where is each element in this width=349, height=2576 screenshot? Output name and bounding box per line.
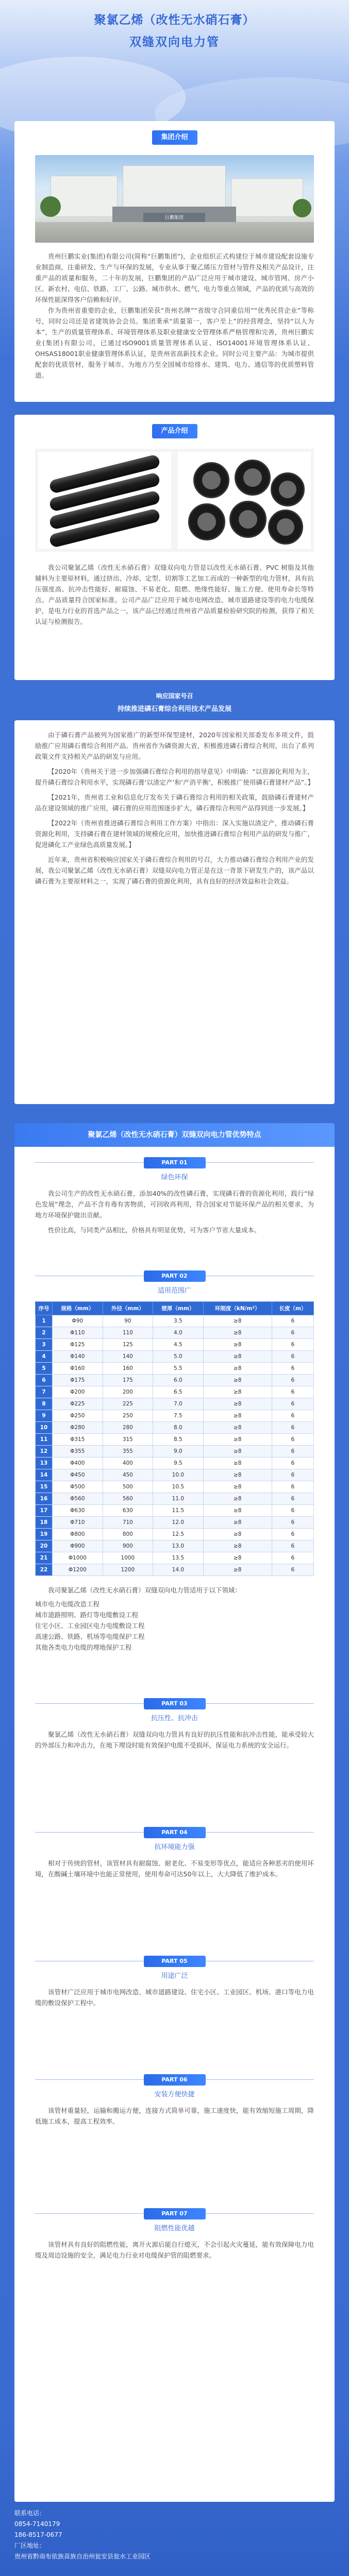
header-cell: 外径（mm） — [103, 1302, 153, 1315]
table-cell: ≥8 — [203, 1458, 272, 1469]
table-cell: Φ315 — [53, 1434, 103, 1446]
table-cell: ≥8 — [203, 1529, 272, 1540]
part-05-text — [35, 1987, 314, 2008]
spec-table-body — [36, 1315, 314, 1576]
table-cell: 6 — [272, 1517, 313, 1529]
part-05-title: 用途广泛 — [161, 1972, 188, 1980]
table-cell: 6 — [272, 1458, 313, 1469]
table-cell: 16 — [36, 1493, 53, 1505]
banner — [0, 0, 349, 118]
table-cell: Φ710 — [53, 1517, 103, 1529]
table-row — [36, 1469, 314, 1481]
factory-building-left — [51, 176, 118, 217]
product-tag: 产品介绍 — [152, 424, 197, 438]
part-04-tag: PART 04 — [144, 1827, 206, 1838]
part-04-title: 抗环境能力强 — [154, 1843, 195, 1851]
table-cell: ≥8 — [203, 1422, 272, 1434]
table-cell: ≥8 — [203, 1469, 272, 1481]
part-07-paragraph: 该管材具有良好的阻燃性能，离开火源后能自行熄灭，不会引起火灾蔓延，能有效保障电力电缆及周边设施的安全，满足电力行业对电缆保护管的阻燃要求。 — [35, 2241, 314, 2259]
table-cell: 12.5 — [153, 1529, 204, 1540]
table-cell: ≥8 — [203, 1564, 272, 1576]
footer — [14, 2508, 335, 2562]
table-cell: 5.5 — [153, 1363, 204, 1375]
table-cell: 710 — [103, 1517, 153, 1529]
table-row — [36, 1315, 314, 1327]
tree — [293, 199, 311, 217]
spec-table — [35, 1301, 314, 1576]
table-cell: 6 — [36, 1375, 53, 1386]
table-cell: ≥8 — [203, 1351, 272, 1363]
table-cell: 12 — [36, 1446, 53, 1458]
table-row — [36, 1375, 314, 1386]
application-list — [35, 1585, 314, 1653]
company-card — [14, 121, 335, 402]
policy-heading-line-2: 持续推进磷石膏综合利用技术产品发展 — [117, 705, 231, 713]
contact-label: 联系电话： — [14, 2510, 46, 2517]
table-cell: 14 — [36, 1469, 53, 1481]
table-cell: ≥8 — [203, 1505, 272, 1517]
phone-2[interactable]: 186-8517-0677 — [14, 2531, 62, 2538]
table-row — [36, 1481, 314, 1493]
table-cell: Φ250 — [53, 1410, 103, 1422]
table-cell: Φ1200 — [53, 1564, 103, 1576]
company-tag: 集团介绍 — [152, 130, 197, 145]
part-03-text — [35, 1729, 314, 1751]
table-row — [36, 1422, 314, 1434]
table-cell: Φ140 — [53, 1351, 103, 1363]
application-list-heading: 我司聚氯乙烯（改性无水硝石膏）双缝双向电力管适用于以下领域： — [48, 1586, 242, 1594]
table-cell: 6 — [272, 1375, 313, 1386]
table-cell: 6 — [272, 1422, 313, 1434]
table-cell: 6 — [272, 1434, 313, 1446]
table-cell: 500 — [103, 1481, 153, 1493]
table-cell: 19 — [36, 1529, 53, 1540]
table-cell: 8 — [36, 1398, 53, 1410]
table-cell: 6 — [272, 1446, 313, 1458]
application-item: 其他各类电力电缆的埋地保护工程 — [35, 1643, 132, 1651]
table-cell: Φ225 — [53, 1398, 103, 1410]
title-line-2: 双缝双向电力管 — [129, 36, 220, 49]
part-02-head — [35, 1270, 314, 1295]
table-cell: Φ400 — [53, 1458, 103, 1469]
table-row — [36, 1386, 314, 1398]
table-cell: ≥8 — [203, 1398, 272, 1410]
table-cell: Φ355 — [53, 1446, 103, 1458]
table-cell: 6 — [272, 1315, 313, 1327]
table-row — [36, 1351, 314, 1363]
table-cell: 11.0 — [153, 1493, 204, 1505]
advantage-tab: 聚氯乙烯（改性无水硝石膏）双缝双向电力管优势特点 — [14, 1123, 335, 1147]
policy-paragraph: 【2022年（贵州省推进磷石膏综合利用工作方案）中指出：深入实施以渣定产，推动磷石膏资源化利用，支持磷石膏在建材领域的规模化应用，加快推进磷石膏综合利用产品的研发与推广，促进磷化工产业绿色高质量发展。】 — [35, 819, 314, 849]
part-01-title: 绿色环保 — [161, 1174, 188, 1181]
table-cell: 400 — [103, 1458, 153, 1469]
table-cell: 9.5 — [153, 1458, 204, 1469]
table-cell: 560 — [103, 1493, 153, 1505]
table-cell: Φ125 — [53, 1339, 103, 1351]
part-03-tag: PART 03 — [144, 1698, 206, 1709]
policy-paragraph: 【2020年（贵州关于进一步加强磷石膏综合利用的指导意见）中明确：“以资源化利用为主，提升磷石膏综合利用水平，实现磷石膏‘以渣定产’和‘产消平衡’，积极推广使用磷石膏建材产品”。】 — [35, 768, 314, 786]
table-cell: 125 — [103, 1339, 153, 1351]
table-cell: 4.5 — [153, 1339, 204, 1351]
table-row — [36, 1363, 314, 1375]
table-row — [36, 1564, 314, 1576]
table-cell: 280 — [103, 1422, 153, 1434]
application-item: 高速公路、铁路、机场等电缆保护工程 — [35, 1633, 145, 1640]
table-cell: Φ500 — [53, 1481, 103, 1493]
pipe-photos — [35, 449, 314, 552]
part-06-title: 安装方便快捷 — [154, 2091, 195, 2098]
table-cell: 1 — [36, 1315, 53, 1327]
table-cell: 11 — [36, 1434, 53, 1446]
header-cell: 序号 — [36, 1302, 53, 1315]
table-cell: 22 — [36, 1564, 53, 1576]
table-cell: 7 — [36, 1386, 53, 1398]
table-cell: 9.0 — [153, 1446, 204, 1458]
table-cell: 17 — [36, 1505, 53, 1517]
table-cell: ≥8 — [203, 1540, 272, 1552]
table-cell: 315 — [103, 1434, 153, 1446]
table-cell: 15 — [36, 1481, 53, 1493]
factory-building-right — [231, 178, 303, 217]
table-cell: 7.5 — [153, 1410, 204, 1422]
table-row — [36, 1327, 314, 1339]
part-01-paragraph: 性价比高，与同类产品相比，价格具有明显优势，可为客户节省大量成本。 — [48, 1226, 261, 1234]
table-cell: 1000 — [103, 1552, 153, 1564]
table-cell: 200 — [103, 1386, 153, 1398]
pipe-end — [229, 501, 267, 538]
table-cell: 6 — [272, 1327, 313, 1339]
part-07-tag: PART 07 — [144, 2208, 206, 2219]
part-07-title: 阻燃性能优越 — [154, 2225, 195, 2232]
pipe-end — [235, 460, 271, 496]
part-04-head — [35, 1827, 314, 1852]
table-row — [36, 1505, 314, 1517]
table-cell: Φ900 — [53, 1540, 103, 1552]
table-cell: ≥8 — [203, 1386, 272, 1398]
policy-paragraph: 【2021年，贵州省工业和信息化厅发布关于磷石膏综合利用的相关政策，鼓励磷石膏建材产品在建设领域的推广应用，磷石膏的应用范围逐步扩大，磷石膏综合利用产品得到进一步发展。】 — [35, 793, 314, 812]
header-cell: 壁厚（mm） — [153, 1302, 204, 1315]
part-01-paragraph: 我公司生产的改性无水硝石膏，添加40%的改性磷石膏，实现磷石膏的资源化利用，践行“绿色发展”理念，产品不含有毒有害物质，可回收再利用，符合国家对节能环保产品的相关要求，为地方环境保护做出贡献。 — [35, 1190, 314, 1219]
table-cell: 21 — [36, 1552, 53, 1564]
table-row — [36, 1529, 314, 1540]
part-06-tag: PART 06 — [144, 2074, 206, 2086]
table-cell: 6 — [272, 1481, 313, 1493]
application-item: 城市道路照明、路灯等电缆敷设工程 — [35, 1611, 139, 1619]
table-cell: ≥8 — [203, 1552, 272, 1564]
phone-1[interactable]: 0854-7140179 — [14, 2520, 60, 2528]
table-cell: 8.0 — [153, 1422, 204, 1434]
table-cell: 8.5 — [153, 1434, 204, 1446]
product-description — [35, 562, 314, 627]
table-cell: 225 — [103, 1398, 153, 1410]
table-cell: Φ450 — [53, 1469, 103, 1481]
table-cell: Φ1000 — [53, 1552, 103, 1564]
part-04-text — [35, 1858, 314, 1879]
table-cell: 6 — [272, 1398, 313, 1410]
table-cell: 7.0 — [153, 1398, 204, 1410]
part-06-head — [35, 2074, 314, 2099]
table-cell: Φ110 — [53, 1327, 103, 1339]
table-cell: ≥8 — [203, 1481, 272, 1493]
part-04-paragraph: 相对于传统的管材，该管材具有耐腐蚀、耐老化、不易变形等优点，能适应各种恶劣的使用环境，在酸碱土壤环境中也能正常使用，使用寿命可达50年以上，大大降低了维护成本。 — [35, 1859, 314, 1878]
table-cell: 6 — [272, 1552, 313, 1564]
table-row — [36, 1458, 314, 1469]
table-cell: 175 — [103, 1375, 153, 1386]
table-row — [36, 1540, 314, 1552]
table-cell: ≥8 — [203, 1375, 272, 1386]
table-cell: 10.0 — [153, 1469, 204, 1481]
table-cell: 630 — [103, 1505, 153, 1517]
table-cell: ≥8 — [203, 1363, 272, 1375]
table-cell: 4 — [36, 1351, 53, 1363]
table-cell: 6 — [272, 1386, 313, 1398]
table-row — [36, 1434, 314, 1446]
policy-paragraph: 由于磷石膏产品被列为国家推广的新型环保型建材，2020年国家相关部委发布多项文件，鼓励推广应用磷石膏综合利用产品。贵州省作为磷资源大省，积极推进磷石膏综合利用，出台了系列政策文件支持相关产品的研发与应用。 — [35, 731, 314, 760]
application-item: 城市电力电缆改造工程 — [35, 1600, 100, 1608]
factory-sign: 巨鹏集团 — [143, 213, 205, 223]
table-cell: 3 — [36, 1339, 53, 1351]
pipe-end — [271, 472, 305, 506]
table-cell: Φ630 — [53, 1505, 103, 1517]
table-row — [36, 1339, 314, 1351]
table-cell: 6.0 — [153, 1375, 204, 1386]
product-paragraph: 我公司聚氯乙烯（改性无水硝石膏）双缝双向电力管是以改性无水硝石膏、PVC 树脂及其他辅料为主要原材料，通过挤出、冷却、定型、切割等工艺加工而成的一种新型的电力管材，具有抗压强度高、抗冲击性能好、耐腐蚀、不易老化、阻燃、绝缘性能好、施工方便、使用寿命长等特点。产品质量符合国家标准。公司产品广泛应用于城市电网改造、城市道路建设等的电力电缆保护，是电力行业的首选产品之一，该产品已经通过贵州省产品质量检验研究院的检测，获得了相关认证与检测报告。 — [35, 564, 314, 625]
table-cell: 5.0 — [153, 1351, 204, 1363]
table-row — [36, 1446, 314, 1458]
table-cell: 4.0 — [153, 1327, 204, 1339]
table-cell: ≥8 — [203, 1315, 272, 1327]
table-cell: 6 — [272, 1540, 313, 1552]
table-row — [36, 1493, 314, 1505]
part-02-tag: PART 02 — [144, 1270, 206, 1282]
table-cell: 900 — [103, 1540, 153, 1552]
table-cell: 355 — [103, 1446, 153, 1458]
address: 贵州省黔南布依族苗族自治州瓮安县瓮水工业园区 — [14, 2553, 151, 2560]
tree — [40, 196, 61, 217]
table-cell: 160 — [103, 1363, 153, 1375]
table-cell: 6 — [272, 1410, 313, 1422]
table-row — [36, 1552, 314, 1564]
table-cell: 6 — [272, 1363, 313, 1375]
company-paragraph: 作为贵州省重要的企业，巨鹏集团荣获“贵州名牌”“省级守合同重信用”“优秀民营企业”等称号，同时公司还是省建筑协会会员。集团秉承“质量第一，客户至上”的经营理念，坚持“以人为本”，生产的质量管理体系、环境管理体系及职业健康安全管理体系严格管理和完善，贵州巨鹏实业(集团)有限公司，已通过ISO9001质量管理体系认证、ISO14001环境管理体系认证、OHSAS18001职业健康管理体系认证，是贵州省高新技术企业。同时公司主要产品：为城市提供配套的优质管材，服务于城市、为地方乃至全国城市给排水、建筑、电力、通信等的优质塑料管道。 — [35, 307, 314, 379]
table-cell: 1200 — [103, 1564, 153, 1576]
table-cell: 18 — [36, 1517, 53, 1529]
policy-card — [14, 720, 335, 1104]
table-cell: 6 — [272, 1469, 313, 1481]
table-cell: 13.0 — [153, 1540, 204, 1552]
table-cell: 12.0 — [153, 1517, 204, 1529]
part-05-head — [35, 1956, 314, 1980]
company-paragraph: 贵州巨鹏实业(集团)有限公司(简称“巨鹏集团”)，企业组织正式构建位于城市建设配套设施专业制造商，注重研发、生产与环保的发展，专业从事于聚乙烯压力管材与管件及相关产品设计，注重产品的质量和服务，二十年的发展，巨鹏集团的产品广泛应用于城市建设、城市管网、房产小区、新农村、电信、铁路、工厂、公路、城市供水、燃气、电力等重点领域，产品的优质与高效的环保性能深得客户信赖和好评。 — [35, 252, 314, 303]
table-cell: ≥8 — [203, 1517, 272, 1529]
spec-table-header — [36, 1302, 314, 1315]
address-label: 厂区地址： — [14, 2542, 46, 2549]
table-cell: 3.5 — [153, 1315, 204, 1327]
pipe-end — [188, 503, 225, 540]
table-cell: 11.5 — [153, 1505, 204, 1517]
company-description — [35, 251, 314, 381]
table-row — [36, 1517, 314, 1529]
table-cell: ≥8 — [203, 1493, 272, 1505]
table-cell: 6 — [272, 1351, 313, 1363]
factory-road — [35, 222, 314, 243]
table-cell: 6 — [272, 1505, 313, 1517]
table-cell: Φ200 — [53, 1386, 103, 1398]
product-card — [14, 415, 335, 680]
part-01-text — [35, 1188, 314, 1235]
table-cell: 10 — [36, 1422, 53, 1434]
policy-text — [35, 730, 314, 887]
table-cell: 800 — [103, 1529, 153, 1540]
table-cell: ≥8 — [203, 1339, 272, 1351]
table-cell: ≥8 — [203, 1410, 272, 1422]
table-cell: 90 — [103, 1315, 153, 1327]
table-cell: 5 — [36, 1363, 53, 1375]
table-cell: ≥8 — [203, 1434, 272, 1446]
table-cell: 9 — [36, 1410, 53, 1422]
pipe-end — [268, 510, 303, 545]
table-row — [36, 1398, 314, 1410]
table-cell: 13 — [36, 1458, 53, 1469]
table-cell: 6 — [272, 1339, 313, 1351]
part-06-paragraph: 该管材重量轻，运输和搬运方便，连接方式简单可靠，施工速度快，能有效缩短施工周期，降低施工成本，提高工程效率。 — [35, 2107, 314, 2125]
header-cell: 长度（m） — [272, 1302, 313, 1315]
header-cell: 环刚度（kN/m²） — [203, 1302, 272, 1315]
application-item: 住宅小区、工业园区电力电缆敷设工程 — [35, 1622, 145, 1630]
table-cell: Φ90 — [53, 1315, 103, 1327]
table-cell: 6 — [272, 1529, 313, 1540]
part-01-head — [35, 1157, 314, 1182]
table-cell: 450 — [103, 1469, 153, 1481]
policy-paragraph: 近年来，贵州省积极响应国家关于磷石膏综合利用的号召，大力推动磷石膏综合利用产业的发展，我公司聚氯乙烯（改性无水硝石膏）双缝双向电力管正是在这一背景下研发生产的，该产品以磷石膏为主要原材料之一，实现了磷石膏的资源化利用，具有良好的经济效益和社会效益。 — [35, 856, 314, 885]
table-cell: Φ560 — [53, 1493, 103, 1505]
table-cell: 14.0 — [153, 1564, 204, 1576]
part-07-text — [35, 2239, 314, 2261]
pipe-photo-left — [38, 452, 171, 549]
table-cell: 110 — [103, 1327, 153, 1339]
part-06-text — [35, 2105, 314, 2127]
table-cell: 2 — [36, 1327, 53, 1339]
part-01-tag: PART 01 — [144, 1157, 206, 1168]
part-05-tag: PART 05 — [144, 1956, 206, 1967]
header-cell: 规格（mm） — [53, 1302, 103, 1315]
table-cell: 6 — [272, 1493, 313, 1505]
table-row — [36, 1410, 314, 1422]
table-cell: 250 — [103, 1410, 153, 1422]
table-cell: Φ800 — [53, 1529, 103, 1540]
advantage-card — [14, 1147, 335, 2502]
table-cell: ≥8 — [203, 1327, 272, 1339]
table-cell: Φ280 — [53, 1422, 103, 1434]
policy-heading — [0, 691, 349, 713]
table-cell: 6.5 — [153, 1386, 204, 1398]
table-cell: Φ160 — [53, 1363, 103, 1375]
title-line-1: 聚氯乙烯（改性无水硝石膏） — [94, 13, 255, 27]
table-cell: ≥8 — [203, 1446, 272, 1458]
part-03-paragraph: 聚氯乙烯（改性无水硝石膏）双缝双向电力管具有良好的抗压性能和抗冲击性能，能承受较大的外部压力和冲击力，在地下埋设时能有效保护电缆不受损坏，保证电力系统的安全运行。 — [35, 1731, 314, 1749]
table-cell: 13.5 — [153, 1552, 204, 1564]
table-cell: 10.5 — [153, 1481, 204, 1493]
table-cell: Φ175 — [53, 1375, 103, 1386]
policy-heading-line-1: 响应国家号召 — [156, 692, 193, 700]
page-title — [0, 10, 349, 49]
part-03-head — [35, 1698, 314, 1723]
part-07-head — [35, 2208, 314, 2233]
table-cell: 140 — [103, 1351, 153, 1363]
factory-photo — [35, 155, 314, 243]
pipe-photo-right — [178, 452, 311, 549]
part-05-paragraph: 该管材广泛应用于城市电网改造、城市道路建设、住宅小区、工业园区、机场、港口等电力电缆的敷设保护工程中。 — [35, 1988, 314, 2007]
part-02-title: 适用范围广 — [157, 1287, 191, 1295]
table-cell: 6 — [272, 1564, 313, 1576]
pipe-end — [193, 462, 229, 498]
table-cell: 20 — [36, 1540, 53, 1552]
part-03-title: 抗压性、抗冲击 — [151, 1715, 198, 1722]
